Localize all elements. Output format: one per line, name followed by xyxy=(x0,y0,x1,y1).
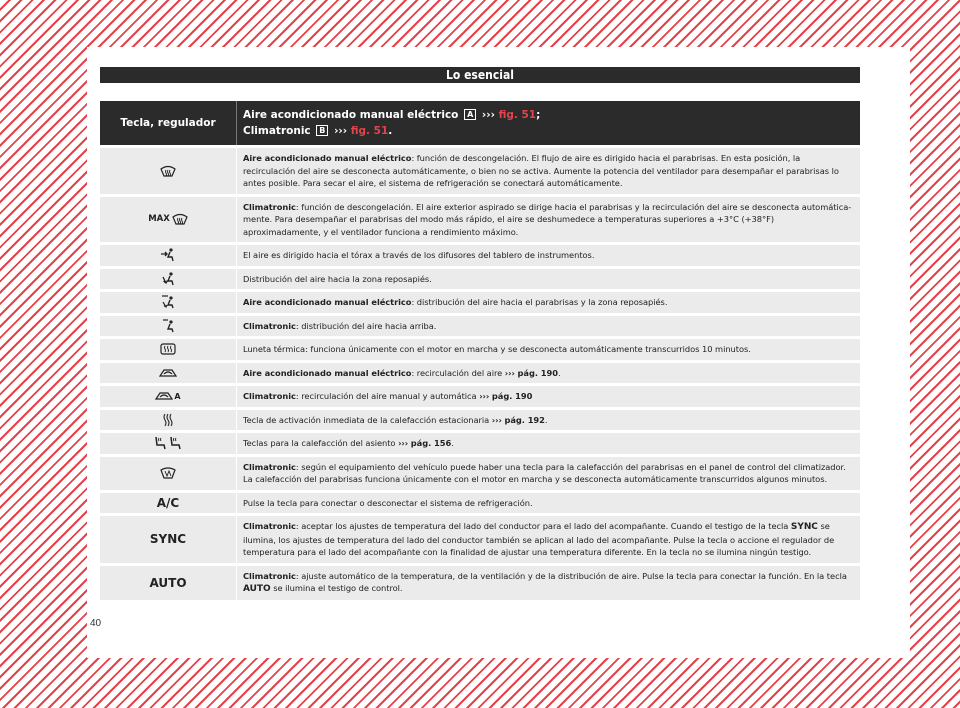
page-ref-link[interactable]: pág. 190 xyxy=(517,367,558,378)
rear-window-heating-icon xyxy=(100,339,237,360)
row-description: Climatronic: distribución del aire hacia arriba. xyxy=(243,320,437,331)
table-row xyxy=(100,245,860,266)
row-description: Aire acondicionado manual eléctrico: función de descongelación. El flujo de aire es dirigido hacia el parabrisas. En esta posición, la recirculación del aire se desconecta automáticamente, o bien no se activa. Aumente la potencia del ventilador para desempañar el parabrisas lo antes posible. Para secar el aire, el sistema de refrigeración se conectará automáticamente. xyxy=(243,153,839,188)
table-row xyxy=(100,148,860,194)
badge-b: B xyxy=(316,125,328,136)
auto-letter: A xyxy=(174,391,181,401)
recirculation-icon xyxy=(100,363,237,384)
row-description: Climatronic: aceptar los ajustes de temperatura del lado del conductor para el lado del acompañante. Cuando el testigo de la tecla SYNC se ilumina, los ajustes de temperatura del lado del conductor también se aplican al lado del acompañante. Pulse la tecla o accione el regulador de temperatura para el lado del acompañante con la finalidad de ajustar una temperatura diferente. En la tecla no se ilumina ningún testigo. xyxy=(243,521,835,557)
auto-icon xyxy=(100,566,237,600)
table-row xyxy=(100,457,860,490)
ac-icon xyxy=(100,493,237,514)
column-header-description xyxy=(237,101,860,145)
row-description: Distribución del aire hacia la zona reposapiés. xyxy=(243,273,432,284)
table-row xyxy=(100,433,860,454)
air-up-icon xyxy=(100,316,237,337)
key-tag: SYNC xyxy=(790,522,818,532)
key-label: AUTO xyxy=(149,575,187,590)
header-line-manual: Aire acondicionado manual eléctrico A ››› fig. 51; xyxy=(243,109,541,121)
table-row xyxy=(100,410,860,431)
row-description: Climatronic: recirculación del aire manual y automática ››› pág. 190 xyxy=(243,391,533,401)
recirculation-auto-icon xyxy=(100,386,237,407)
max-label: MAX xyxy=(148,214,170,225)
table-row xyxy=(100,197,860,243)
key-tag: AUTO xyxy=(243,584,271,594)
windshield-heating-icon xyxy=(100,457,237,490)
sync-icon xyxy=(100,516,237,563)
table-row xyxy=(100,292,860,313)
table-row xyxy=(100,493,860,514)
air-feet-icon xyxy=(100,269,237,290)
table-row xyxy=(100,386,860,407)
page-ref-link[interactable]: pág. 192 xyxy=(504,414,545,425)
page-number: 40 xyxy=(90,618,102,629)
air-windshield-feet-icon xyxy=(100,292,237,313)
max-defrost-icon xyxy=(100,197,237,243)
row-description: Tecla de activación inmediata de la calefacción estacionaria ››› pág. 192. xyxy=(243,414,548,425)
section-title: Lo esencial xyxy=(100,67,860,83)
table-row xyxy=(100,566,860,600)
defrost-icon xyxy=(100,148,237,194)
table-row xyxy=(100,516,860,563)
fig-link[interactable]: fig. 51 xyxy=(498,109,537,121)
column-header-key: Tecla, regulador xyxy=(100,101,237,145)
controls-table xyxy=(100,101,860,600)
fig-link[interactable]: fig. 51 xyxy=(350,125,389,137)
auxiliary-heating-icon xyxy=(100,410,237,431)
row-description: Aire acondicionado manual eléctrico: recirculación del aire ››› pág. 190. xyxy=(243,367,561,378)
row-description: Pulse la tecla para conectar o desconectar el sistema de refrigeración. xyxy=(243,497,533,508)
row-description: Luneta térmica: funciona únicamente con el motor en marcha y se desconecta automáticamente transcurridos 10 minutos. xyxy=(243,344,751,354)
row-description: Climatronic: función de descongelación. El aire exterior aspirado se dirige hacia el parabrisas y la recirculación del aire se desconecta automática-mente. Para desempañar el parabrisas del modo más rápido, el aire se deshumedece a temperaturas superiores a +3°C (+38°F) aproximadamente, y el ventilador funciona a rendimiento máximo. xyxy=(243,201,852,237)
header-line-climatronic: Climatronic B ››› fig. 51. xyxy=(243,125,393,137)
table-row xyxy=(100,363,860,384)
row-description: Climatronic: según el equipamiento del vehículo puede haber una tecla para la calefacción del parabrisas en el panel de control del climatizador. La calefacción del parabrisas funciona únicamente con el motor en marcha y se desconecta automáticamente transcurridos algunos minutos. xyxy=(243,461,846,484)
air-chest-icon xyxy=(100,245,237,266)
key-label: SYNC xyxy=(149,532,187,547)
table-row xyxy=(100,269,860,290)
row-description: Climatronic: ajuste automático de la temperatura, de la ventilación y de la distribución de aire. Pulse la tecla para conectar la función. En la tecla AUTO se ilumina el testigo de control. xyxy=(243,570,847,594)
page-ref-link[interactable]: pág. 190 xyxy=(491,391,533,401)
row-description: El aire es dirigido hacia el tórax a través de los difusores del tablero de instrumentos. xyxy=(243,250,595,260)
row-description: Teclas para la calefacción del asiento ››› pág. 156. xyxy=(243,438,454,448)
table-header xyxy=(100,101,860,145)
page-ref-link[interactable]: pág. 156 xyxy=(410,438,452,448)
seat-heating-icon xyxy=(100,433,237,454)
table-row xyxy=(100,339,860,360)
badge-a: A xyxy=(464,109,476,120)
key-label: A/C xyxy=(156,495,180,510)
row-description: Aire acondicionado manual eléctrico: distribución del aire hacia el parabrisas y la zona reposapiés. xyxy=(243,297,668,307)
table-row xyxy=(100,316,860,337)
